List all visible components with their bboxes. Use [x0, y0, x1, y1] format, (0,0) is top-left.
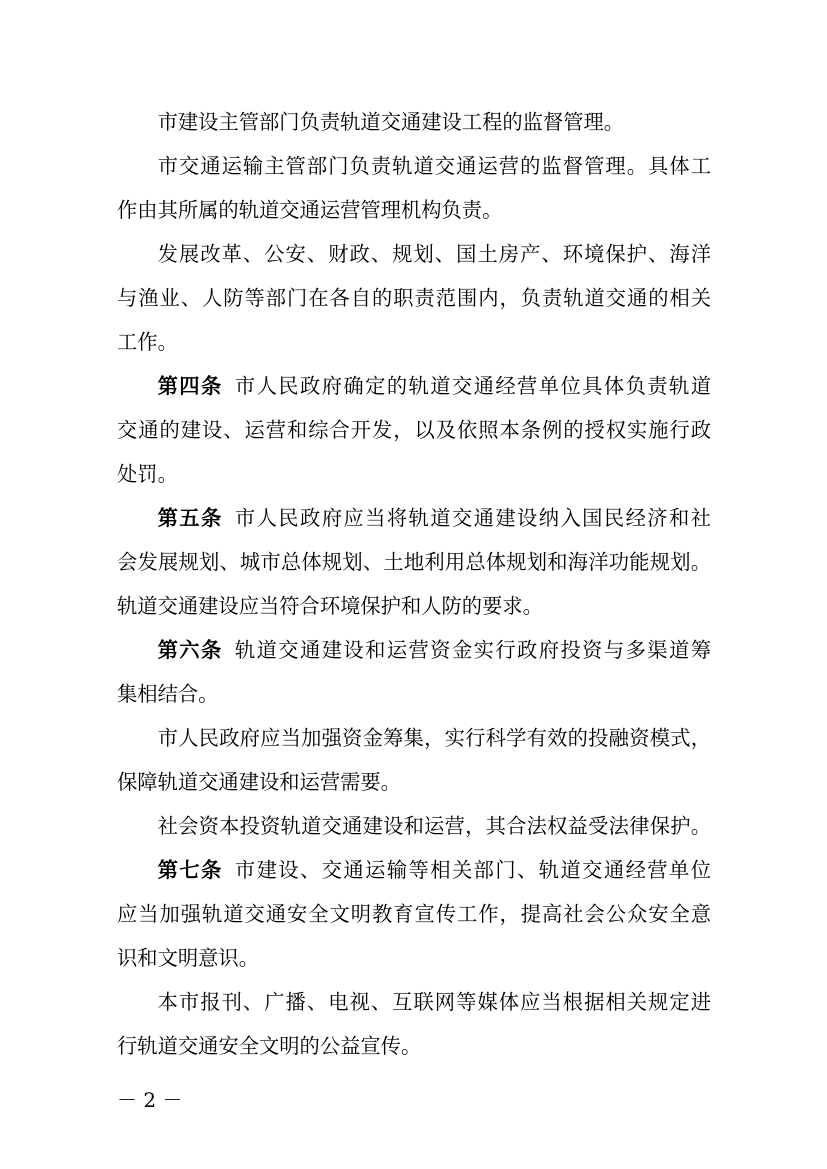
page-number: － 2 － — [117, 1088, 183, 1112]
paragraph — [117, 804, 711, 848]
text-line: 与渔业、人防等部门在各自的职责范围内，负责轨道交通的相关 — [117, 286, 711, 310]
text-line: 作由其所属的轨道交通运营管理机构负责。 — [117, 198, 503, 222]
text-line: 本市报刊、广播、电视、互联网等媒体应当根据相关规定进 — [157, 990, 711, 1014]
text-line — [117, 848, 711, 892]
text-line: 市建设主管部门负责轨道交通建设工程的监督管理。 — [157, 110, 625, 134]
text-line: 社会资本投资轨道交通建设和运营，其合法权益受法律保护。 — [157, 814, 711, 838]
text-line: 行轨道交通安全文明的公益宣传。 — [117, 1034, 422, 1058]
text-line — [117, 496, 711, 540]
article-text: 市人民政府确定的轨道交通经营单位具体负责轨道 — [234, 374, 711, 398]
body-text — [117, 100, 711, 1068]
text-line: 识和文明意识。 — [117, 946, 259, 970]
text-line — [117, 628, 711, 672]
text-line: 处罚。 — [117, 462, 178, 486]
text-line: 市人民政府应当加强资金筹集，实行科学有效的投融资模式， — [157, 726, 711, 750]
text-line: 轨道交通建设应当符合环境保护和人防的要求。 — [117, 594, 543, 618]
paragraph — [117, 716, 711, 804]
paragraph — [117, 100, 711, 144]
paragraph — [117, 144, 711, 232]
paragraph — [117, 980, 711, 1068]
article-number: 第七条 — [157, 858, 223, 882]
article-7 — [117, 848, 711, 980]
article-5 — [117, 496, 711, 628]
text-line: 应当加强轨道交通安全文明教育宣传工作，提高社会公众安全意 — [117, 902, 711, 926]
text-line: 发展改革、公安、财政、规划、国土房产、环境保护、海洋 — [157, 242, 711, 266]
article-number: 第六条 — [157, 638, 223, 662]
text-line: 工作。 — [117, 330, 178, 354]
paragraph — [117, 232, 711, 364]
article-number: 第五条 — [157, 506, 223, 530]
text-line: 交通的建设、运营和综合开发，以及依照本条例的授权实施行政 — [117, 418, 711, 442]
text-line: 会发展规划、城市总体规划、土地利用总体规划和海洋功能规划。 — [117, 550, 711, 574]
text-line: 保障轨道交通建设和运营需要。 — [117, 770, 401, 794]
article-text: 轨道交通建设和运营资金实行政府投资与多渠道筹 — [234, 638, 711, 662]
article-text: 市人民政府应当将轨道交通建设纳入国民经济和社 — [234, 506, 711, 530]
article-4 — [117, 364, 711, 496]
article-text: 市建设、交通运输等相关部门、轨道交通经营单位 — [234, 858, 711, 882]
text-line: 集相结合。 — [117, 682, 219, 706]
article-6 — [117, 628, 711, 716]
article-number: 第四条 — [157, 374, 223, 398]
text-line — [117, 364, 711, 408]
text-line: 市交通运输主管部门负责轨道交通运营的监督管理。具体工 — [157, 154, 711, 178]
